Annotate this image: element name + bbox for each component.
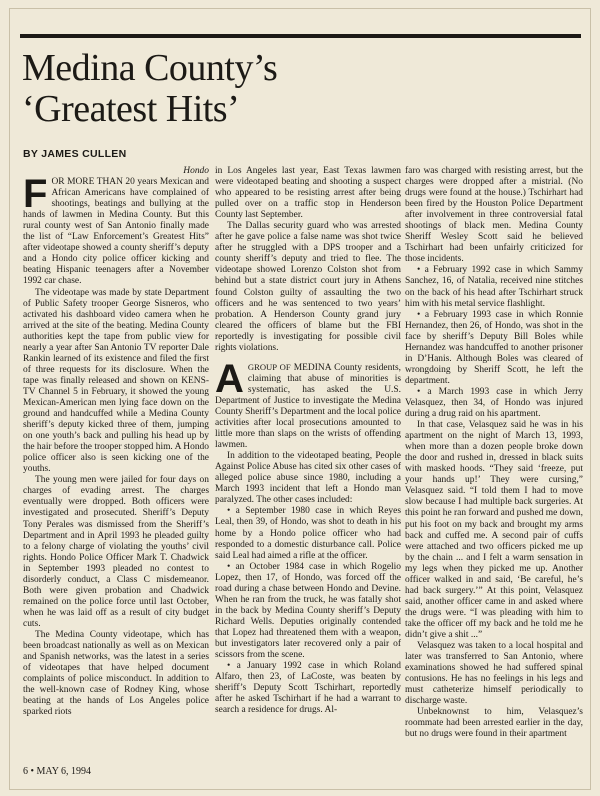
column-2 <box>215 166 401 716</box>
bullet-paragraph: • a February 1993 case in which Ronnie Hernandez, then 26, of Hondo, was shot in the face by sheriff’s Deputy Bill Boles while Hernandez was handcuffed to another prisoner in D’Hanis. Although Boles was cleared of wrongdoing by Sheriff Scott, he left the department. <box>405 309 583 386</box>
drop-cap: A <box>215 356 244 401</box>
column-1 <box>23 166 209 718</box>
paragraph: The Medina County videotape, which has been broadcast nationally as well as on Mexican and Spanish networks, was the latest in a series of videotapes that have helped document complaints of police misconduct. In addition to the well-known case of Rodney King, whose beating at the hands of Los Angeles police sparked riots <box>23 629 209 718</box>
section-lead-paragraph <box>215 356 401 451</box>
bullet-paragraph: • a February 1992 case in which Sammy Sanchez, 16, of Natalia, received nine stitches on the back of his head after Tschirhart struck him with his metal service flashlight. <box>405 265 583 309</box>
paragraph: faro was charged with resisting arrest, but the charges were dropped after a mistrial. (No drugs were found at the house.) Tschirhart had been fired by the Houston Police Department after involvement in three controversial fatal shootings of black men. Medina County Sheriff Wesley Scott said he believed Tschirhart had been unfairly criticized for those incidents. <box>405 166 583 265</box>
bullet-paragraph: • a January 1992 case in which Roland Alfaro, then 23, of LaCoste, was beaten by sheriff’s Deputy Scott Tschirhart, reportedly after he asked Tschirhart if he had a warrant to search a residence for drugs. Al- <box>215 661 401 716</box>
paragraph: The Dallas security guard who was arrested after he gave police a false name was shot twice after he struggled with a DPS trooper and a county sheriff’s deputy and tried to flee. The videotape showed Lorenzo Colston shot from behind but a state district court jury in Athens found Colston guilty of assaulting the two officers and he was sentenced to two years’ probation. A Henderson County grand jury cleared the officers of blame but the FBI reportedly is investigating for possible civil rights violations. <box>215 221 401 353</box>
bullet-paragraph: • a September 1980 case in which Reyes Leal, then 39, of Hondo, was shot to death in his home by a Hondo police officer who had responded to a domestic disturbance call. Police said Leal had aimed a rifle at the officer. <box>215 506 401 561</box>
byline: BY JAMES CULLEN <box>23 148 127 160</box>
lead-text: MEDINA County residents, claiming that abuse of minorities is systematic, has asked the U.S. Department of Justice to investigate the Medina County Sheriff’s Department and the local police activities after local prosecutions amounted to little more than slaps on the wrists of offending lawmen. <box>215 362 401 451</box>
paragraph: The young men were jailed for four days on charges of evading arrest. The charges eventually were dropped. Both officers were investigated and prosecuted. Sheriff’s Deputy Tony Perales was dismissed from the Sheriff’s Department and in April 1993 he pleaded guilty to a felony charge of violating the youths’ civil rights. Hondo Police Officer Mark T. Chadwick in September 1993 pleaded no contest to disorderly conduct, a Class C misdemeanor. Both were given probation and Chadwick remained on the police force until last October, when he was laid off as a result of city budget cuts. <box>23 475 209 629</box>
lead-paragraph <box>23 172 209 287</box>
paragraph: Unbeknownst to him, Velasquez’s roommate had been arrested earlier in the day, but no drugs were found in their apartment <box>405 707 583 740</box>
top-rule <box>20 34 581 38</box>
bullet-paragraph: • a March 1993 case in which Jerry Velasquez, then 34, of Hondo was injured during a drug raid on his apartment. <box>405 386 583 420</box>
bullet-paragraph: • an October 1984 case in which Rogelio Lopez, then 17, of Hondo, was forced off the road during a chase between Hondo and Devine. When he ran from the truck, he was fatally shot in the back by Medina County sheriff’s Deputy Richard Wells. Deputies originally contended that Lopez had threatened them with a weapon, but investigators later recovered only a pair of scissors from the scene. <box>215 561 401 661</box>
headline-line-1: Medina County’s <box>22 47 278 89</box>
lead-text: OR MORE THAN 20 years Mexican and African Americans have complained of shootings, beatings and bullying at the hands of lawmen in Medina County. But this rural county west of San Antonio finally made the list of “Law Enforcement’s Greatest Hits” after videotape showed a county sheriff’s deputy and a Hondo city police officer kicking and beating Hispanic teenagers after a November 1992 car chase. <box>23 177 209 287</box>
lead-small-caps: GROUP OF <box>247 361 291 372</box>
page-folio: 6 • MAY 6, 1994 <box>23 766 92 777</box>
headline-line-2: ‘Greatest Hits’ <box>22 88 240 130</box>
paragraph: In addition to the videotaped beating, People Against Police Abuse has cited six other cases of alleged police abuse since 1980, including a March 1993 incident that left a Hondo man paralyzed. The other cases included: <box>215 451 401 506</box>
drop-cap: F <box>23 172 48 217</box>
paragraph: in Los Angeles last year, East Texas lawmen were videotaped beating and shooting a suspect who appeared to be resisting arrest after being pulled over on a traffic stop in Henderson County last September. <box>215 166 401 221</box>
paragraph: In that case, Velasquez said he was in his apartment on the night of March 13, 1993, when more than a dozen people broke down the door and rushed in, dressed in black suits with masked hoods. “They said ‘freeze, put your hands up!’ They were cursing,” Velasquez said. “I told them I had to move slow because I had multiple back surgeries. At this point he ran forward and pushed me down, put his foot on my back and brought my arms back and cuffed me. A second pair of cuffs were attached and two officers picked me up by the chain ... and I felt a warm sensation in my legs when they picked me up. Another officer walked in and said, ‘Be careful, he’s had back surgery.’” At this point, Velasquez said, another officer came in and asked where the drugs were. “I was pleading with him to take the officer off my back and he told me he didn’t give a shit ...” <box>405 420 583 640</box>
dateline: Hondo <box>183 166 209 176</box>
column-3 <box>405 166 583 740</box>
headline <box>22 48 277 130</box>
paragraph: Velasquez was taken to a local hospital and later was transferred to San Antonio, where examinations showed he had suffered spinal contusions. He has no feelings in his legs and must catheterize himself periodically to discharge waste. <box>405 641 583 707</box>
paragraph: The videotape was made by state Department of Public Safety trooper George Sisneros, who activated his dashboard video camera when he arrived at the site of the beating. Medina County authorities kept the tape from public view for nearly a year after San Antonio TV reporter Dale Rankin learned of its existence and filed the first of three requests for its disclosure. When the tape was finally released and shown on KENS-TV Channel 5 in February, it showed the young Mexican-American men lying face down on the ground and handcuffed while a Medina County sheriff’s deputy kicked three of them, jumping on one youth’s back and pulling his head up by the hair before the trooper stopped him. A Hondo police officer also is seen kicking one of the youths. <box>23 287 209 475</box>
